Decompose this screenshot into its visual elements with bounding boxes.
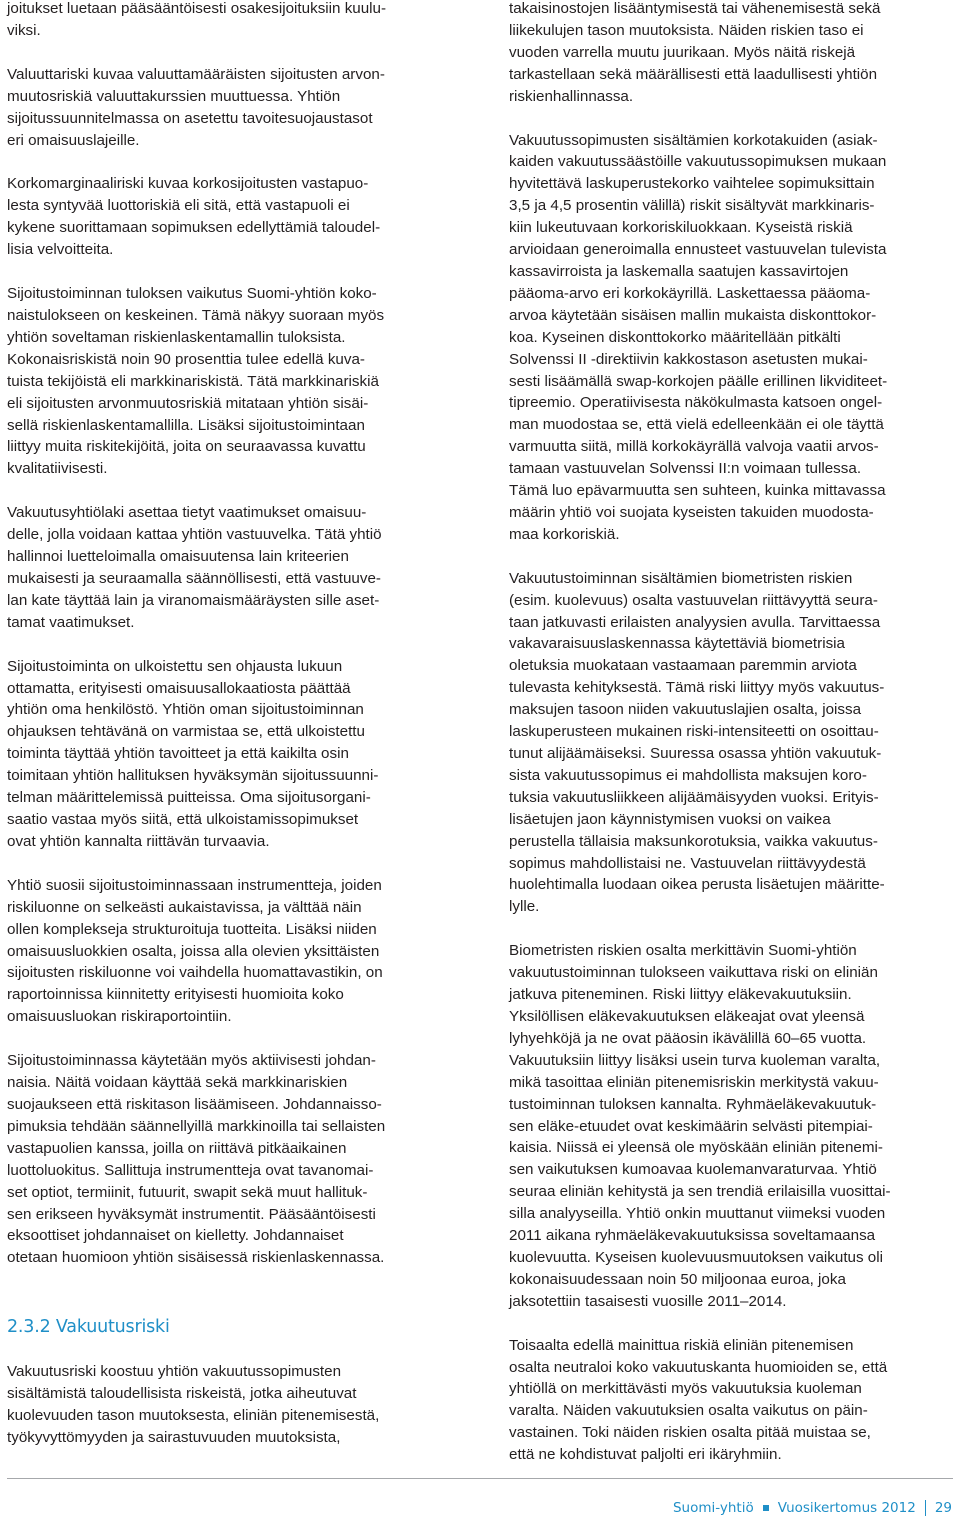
paragraph: Vakuutustoiminnan sisältämien biometristen riskien (esim. kuolevuus) osalta vastuuvelan riittävyyttä seura- taan jatkuvasti erilaisten analyysien avulla. Tarvittaessa vakavaraisuuslaskennassa käytettäviä biometrisia oletuksia muokataan vastaamaan paremmin arviota tulevasta kehityksestä. Tämä riski liittyy myös vakuutus- maksujen tasoon niiden vakuutuslajien osalta, joissa laskuperusteen mukainen riski-intensiteetti on osoittau- tunut alijäämäiseksi. Suuressa osassa yhtiön vakuutuk- sista vakuutussopimus ei mahdollista maksujen koro- tuksia vakuutusliikkeen alijäämäisyyden vuoksi. Erityis- lisäetujen jaon käynnistymisen vuoksi on vaikea perustella tällaisia maksunkorotuksia, vaikka vakuutus- sopimus mahdollistaisi ne. Vastuuvelan riittävyydestä huolehtimalla luodaan oikea perusta lisäetujen määritte- lylle. <box>509 569 885 916</box>
square-separator-icon <box>763 1505 769 1511</box>
paragraph: Toisaalta edellä mainittua riskiä eliniän pitenemisen osalta neutraloi koko vakuutuskanta huomioiden se, että yhtiöllä on merkittävästi myös vakuutuksia kuoleman varalta. Näiden vakuutuksien osalta vaikutus on päin- vastainen. Toki näiden riskien osalta pitää muistaa se, että ne kohdistuvat paljolti eri ikäryhmiin. <box>509 1336 888 1464</box>
paragraph: Sijoitustoiminta on ulkoistettu sen ohjausta lukuun ottamatta, erityisesti omaisuusallokaatiosta päättää yhtiön oma henkilöstö. Yhtiön oman sijoitustoiminnan ohjauksen tehtävänä on varmistaa se, että ulkoistettu toiminta täyttää yhtiön tavoitteet ja että kaikilta osin toimitaan yhtiön hallituksen hyväksymän sijoitussuunni- telman määrittelemissä puitteissa. Oma sijoitusorgani- saatio vastaa myös siitä, että ulkoistamissopimukset ovat yhtiön kannalta riittävän turvaavia. <box>7 657 379 850</box>
footer-company: Suomi-yhtiö <box>672 1500 754 1516</box>
section-heading: 2.3.2 Vakuutusriski <box>7 1317 170 1337</box>
paragraph: joitukset luetaan pääsääntöisesti osakesijoituksiin kuulu- viksi. <box>7 0 387 39</box>
paragraph: Valuuttariski kuvaa valuuttamääräisten sijoitusten arvon- muutosriskiä valuuttakurssien muuttuessa. Yhtiön sijoitussuunnitelmassa on asetettu tavoitesuojaustasot eri omaisuuslajeille. <box>7 65 385 149</box>
paragraph: takaisinostojen lisääntymisestä tai vähenemisestä sekä liikekulujen tason muutoksista. Näiden riskien taso ei vuoden varrella muutu juurikaan. Myös näitä riskejä tarkastellaan sekä määrällisesti että laadullisesti yhtiön riskienhallinnassa. <box>509 0 881 105</box>
vertical-bar-separator-icon <box>925 1500 926 1516</box>
page-number: 29 <box>934 1500 952 1516</box>
section-paragraph: Vakuutusriski koostuu yhtiön vakuutussopimusten sisältämistä taloudellisista riskeistä, jotka aiheutuvat kuolevuuden tason muutoksesta, eliniän pitenemisestä, työkyvyttömyyden ja sairastuvuuden muutoksista, <box>7 1363 380 1446</box>
footer-divider <box>7 1478 953 1479</box>
paragraph: Vakuutusyhtiölaki asettaa tietyt vaatimukset omaisuu- delle, jolla voidaan kattaa yhtiön vastuuvelka. Tätä yhtiö hallinnoi luetteloimalla omaisuutensa lain kriteerien mukaisesti ja seuraamalla säännöllisesti, että vastuuve- lan kate täyttää lain ja viranomaismääräysten sille aset- tamat vaatimukset. <box>7 504 382 631</box>
paragraph: Sijoitustoiminnassa käytetään myös aktiivisesti johdan- naisia. Näitä voidaan käyttää sekä markkinariskien suojaukseen että riskitason lisäämiseen. Johdannaisso- pimuksia tehdään säännellyillä markkinoilla tai sellaisten vastapuolien kanssa, joilla on riittävä pitkäaikainen luottoluokitus. Sallittuja instrumentteja ovat tavanomai- set optiot, termiinit, futuurit, swapit sekä muut hallituk- sen erikseen hyväksymät instrumentit. Pääsääntöisesti eksoottiset johdannaiset on kielletty. Johdannaiset otetaan huomioon yhtiön sisäisessä riskienlaskennassa. <box>7 1052 386 1267</box>
page-footer <box>673 1500 952 1516</box>
paragraph: Yhtiö suosii sijoitustoiminnassaan instrumentteja, joiden riskiluonne on selkeästi aukaistavissa, ja välttää näin ollen komplekseja strukturoituja tuotteita. Lisäksi niiden omaisuusluokkien osalta, joissa alla olevien yksittäisten sijoitusten riskiluonne voi vaihdella huomattavastikin, on raportoinnissa kiinnitetty erityisesti huomioita koko omaisuusluokan riskiraportointiin. <box>7 876 383 1026</box>
paragraph: Sijoitustoiminnan tuloksen vaikutus Suomi-yhtiön koko- naistulokseen on keskeinen. Tämä näkyy suoraan myös yhtiön soveltaman riskienlaskentamallin tuloksista. Kokonaisriskistä noin 90 prosenttia tulee edellä kuva- tuista tekijöistä eli markkinariskistä. Tätä markkinariskiä eli sijoitusten arvonmuutosriskiä mitataan yhtiön sisäi- sellä riskienlaskentamallilla. Lisäksi sijoitustoimintaan liittyy muita riskitekijöitä, joita on seuraavassa kuvattu kvalitatiivisesti. <box>7 285 385 478</box>
paragraph: Vakuutussopimusten sisältämien korkotakuiden (asiak- kaiden vakuutussäästöille vakuutussopimuksen mukaan hyvitettävä laskuperustekorko vaihtelee sopimuksittain 3,5 ja 4,5 prosentin välillä) riskit sisältyvät markkinaris- kiin lukeutuvaan korkoriskiluokkaan. Kyseistä riskiä arvioidaan generoimalla ennusteet vastuuvelan tulevista kassavirroista ja laskemalla saatujen kassavirtojen pääoma-arvo eri korkokäyrillä. Laskettaessa pääoma- arvoa käytetään sisäisen mallin mukaista diskonttokor- koa. Kyseinen diskonttokorko määritellään pitkälti Solvenssi II -direktiivin kakkostason asetusten mukai- sesti lisäämällä swap-korkojen päälle erillinen likviditeet- tipreemio. Operatiivisesta näkökulmasta katsoen ongel- man muodostaa se, että vielä edelleenkään ei ole täyttä varmuutta siitä, millä korkokäyrällä valvoja vaatii arvos- tamaan vastuuvelan Solvenssi II:n voimaan tullessa. Tämä luo epävarmuutta sen suhteen, kuinka mittavassa määrin yhtiö voi suojata kyseisten takuiden muodosta- maa korkoriskiä. <box>509 131 888 543</box>
paragraph: Korkomarginaaliriski kuvaa korkosijoitusten vastapuo- lesta syntyvää luottoriskiä eli sitä, että vastapuoli ei kykene suorittamaan sopimuksen edellyttämiä taloudel- lisia velvoitteita. <box>7 175 381 259</box>
footer-report-title: Vuosikertomus 2012 <box>777 1500 916 1516</box>
paragraph: Biometristen riskien osalta merkittävin Suomi-yhtiön vakuutustoiminnan tulokseen vaikuttava riski on eliniän jatkuva piteneminen. Riski liittyy eläkevakuutuksiin. Yksilöllisen eläkevakuutuksen eläkeajat ovat yleensä lyhyehköjä ja ne ovat pääosin ikävälillä 60–65 vuotta. Vakuutuksiin liittyy lisäksi usein turva kuoleman varalta, mikä tasoittaa eliniän pitenemisriskin merkitystä vakuu- tustoiminnan tuloksen kannalta. Ryhmäeläkevakuutuk- sen eläke-etuudet ovat keskimäärin selvästi pitempiai- kaisia. Niissä ei yleensä ole myöskään eliniän pitenemi- sen vaikutuksen kumoavaa kuolemanvaraturvaa. Yhtiö seuraa eliniän kehitystä ja sen trendiä erilaisilla vuosittai- silla analyyseilla. Yhtiö onkin muuttanut viimeksi vuoden 2011 aikana ryhmäeläkevakuutuksissa soveltamaansa kuolevuutta. Kyseisen kuolevuusmuutoksen vaikutus oli kokonaisuudessaan noin 50 miljoonaa euroa, joka jaksotettiin tasaisesti vuosille 2011–2014. <box>509 942 891 1310</box>
right-column <box>509 0 957 1488</box>
left-column <box>7 0 455 1291</box>
